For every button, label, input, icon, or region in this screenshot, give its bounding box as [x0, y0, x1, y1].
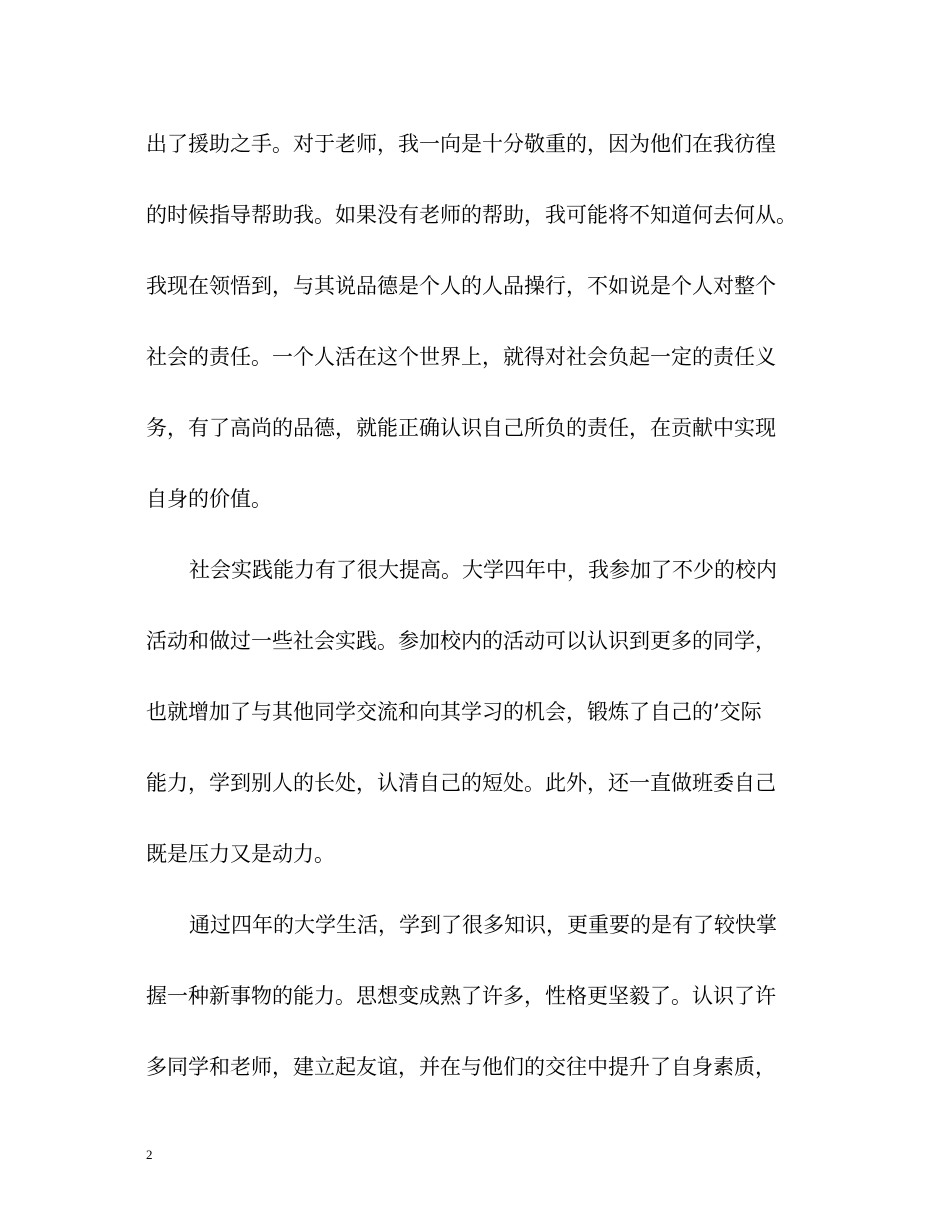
page-number: 2 — [146, 1147, 153, 1162]
text-line: 多同学和老师，建立起友谊，并在与他们的交往中提升了自身素质， — [146, 1055, 776, 1079]
text-line: 务，有了高尚的品德，就能正确认识自己所负的责任，在贡献中实现 — [146, 416, 776, 440]
text-line: 自身的价值。 — [146, 487, 272, 511]
text-line: 既是压力又是动力。 — [146, 842, 335, 866]
text-line: 我现在领悟到，与其说品德是个人的人品操行，不如说是个人对整个 — [146, 274, 776, 298]
body-text — [146, 127, 826, 1121]
text-line: 握一种新事物的能力。思想变成熟了许多，性格更坚毅了。认识了许 — [146, 984, 776, 1008]
text-line: 也就增加了与其他同学交流和向其学习的机会，锻炼了自己的’交际 — [146, 700, 762, 724]
text-line: 的时候指导帮助我。如果没有老师的帮助，我可能将不知道何去何从。 — [146, 203, 797, 227]
paragraph-start-line: 通过四年的大学生活，学到了很多知识，更重要的是有了较快掌 — [189, 913, 777, 937]
text-line: 活动和做过一些社会实践。参加校内的活动可以认识到更多的同学， — [146, 629, 776, 653]
paragraph-start-line: 社会实践能力有了很大提高。大学四年中，我参加了不少的校内 — [189, 558, 777, 582]
text-line: 能力，学到别人的长处，认清自己的短处。此外，还一直做班委自己 — [146, 771, 776, 795]
text-line: 社会的责任。一个人活在这个世界上，就得对社会负起一定的责任义 — [146, 345, 776, 369]
text-line: 出了援助之手。对于老师，我一向是十分敬重的，因为他们在我彷徨 — [146, 132, 776, 156]
